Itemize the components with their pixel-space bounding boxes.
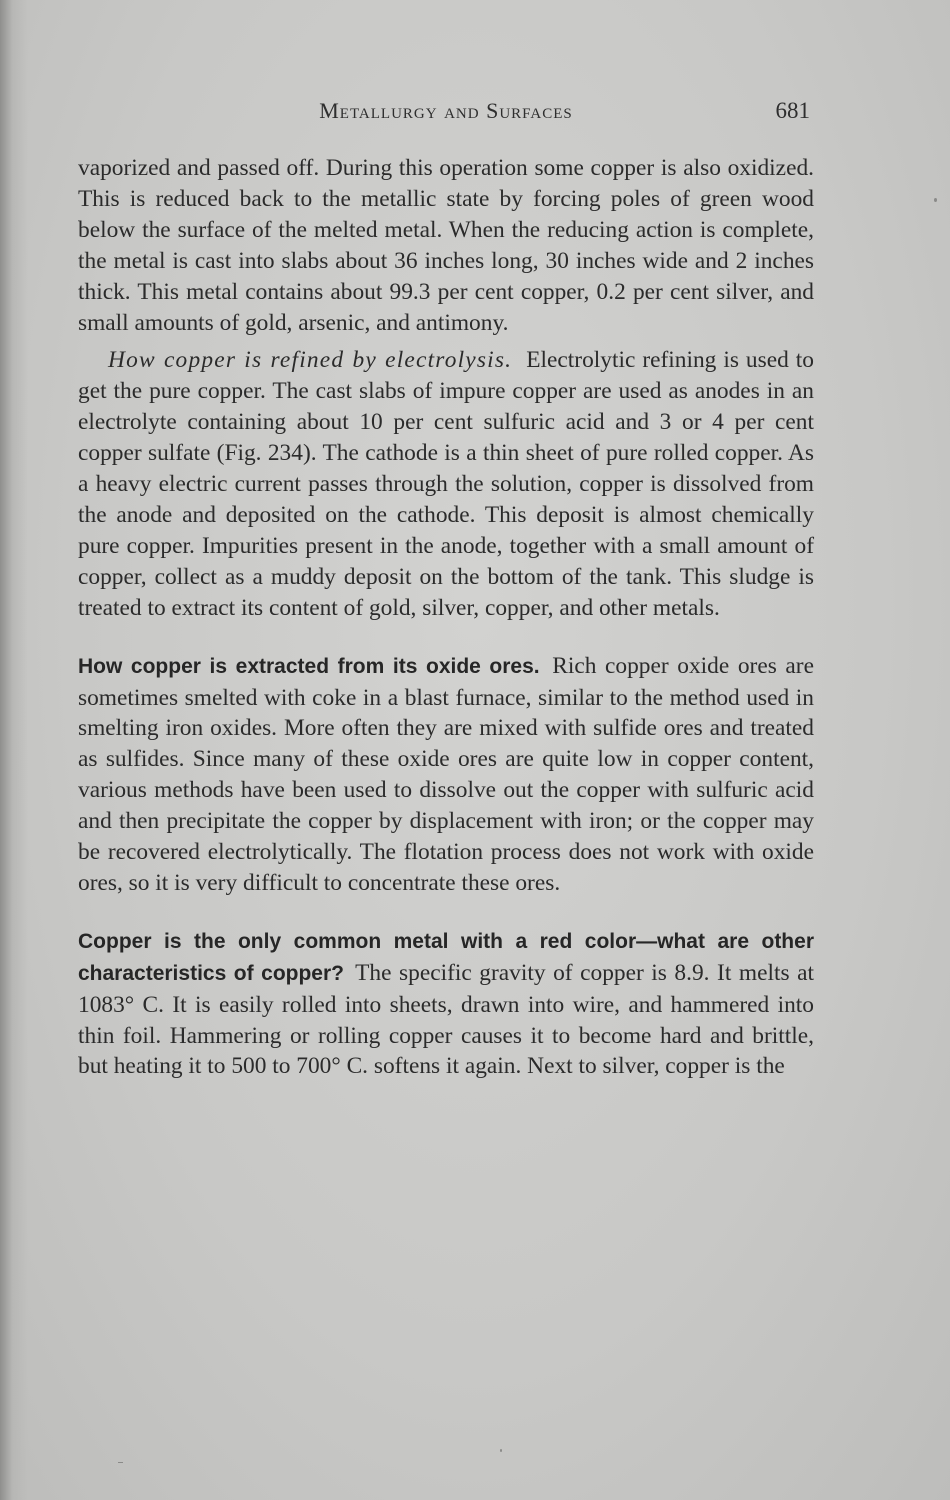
paper-speck: [118, 1462, 123, 1463]
paragraph-oxide-ores-text: Rich copper oxide ores are sometimes smelted with coke in a blast furnace, similar to the method used in smelting iron oxides. More often they are mixed with sulfide ores and treated as sulfides. Since many of these oxide ores are quite low in copper content, various methods have been used to dissolve out the copper with sulfuric acid and then precipitate the copper by displacement with iron; or the copper may be recovered electrolytically. The flotation process does not work with oxide ores, so it is very difficult to concentrate these ores.: [78, 652, 814, 896]
running-title: Metallurgy and Surfaces: [319, 98, 573, 123]
subhead-electrolysis: How copper is refined by electrolysis.: [108, 347, 513, 374]
paragraph-oxide-ores: [78, 651, 814, 899]
paragraph-electrolysis-text: Electrolytic refining is used to get the pure copper. The cast slabs of impure copper are used as anodes in an electrolyte containing about 10 per cent sulfuric acid and 3 or 4 per cent copper sulfate (Fig. 234). The cathode is a thin sheet of pure rolled copper. As a heavy electric current passes through the solution, copper is dissolved from the anode and deposited on the cathode. This deposit is almost chemically pure copper. Impurities present in the anode, together with a small amount of copper, collect as a muddy deposit on the bottom of the tank. This sludge is treated to extract its content of gold, silver, copper, and other metals.: [78, 347, 814, 621]
paragraph-continuation: vaporized and passed off. During this operation some copper is also oxidized. This is reduced back to the metallic state by forcing poles of green wood below the surface of the melted metal. When the reducing action is complete, the metal is cast into slabs about 36 inches long, 30 inches wide and 2 inches thick. This metal contains about 99.3 per cent copper, 0.2 per cent silver, and small amounts of gold, arsenic, and antimony.: [78, 155, 814, 336]
paper-speck: [934, 198, 937, 202]
subhead-oxide-ores: How copper is extracted from its oxide ores.: [78, 654, 540, 678]
paragraph-characteristics: [78, 926, 814, 1083]
page-body: [78, 153, 814, 1082]
paper-speck: [500, 1449, 502, 1452]
paragraph-characteristics-text: The specific gravity of copper is 8.9. It melts at 1083° C. It is easily rolled into sheets, drawn into wire, and hammered into thin foil. Hammering or rolling copper causes it to become hard and brittle, but heating it to 500 to 700° C. softens it again. Next to silver, copper is the: [78, 959, 814, 1080]
running-head: [78, 98, 814, 134]
subhead-characteristics: Copper is the only common metal with a red color—what are other characteristics of copper?: [78, 929, 814, 985]
binding-gutter-shadow: [0, 0, 28, 1500]
page-number: 681: [775, 98, 810, 123]
paragraph-electrolysis: [78, 345, 814, 623]
